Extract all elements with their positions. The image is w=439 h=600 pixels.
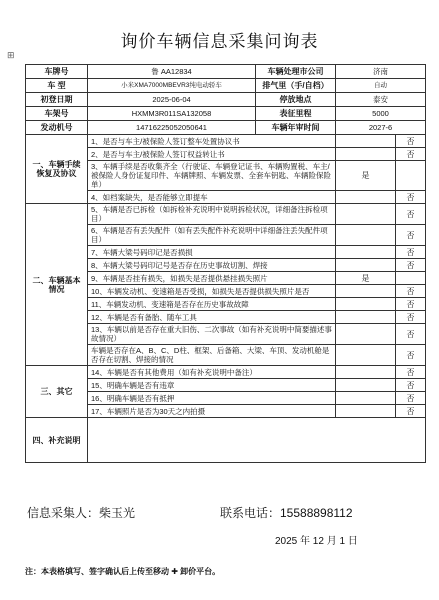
remark-field[interactable]	[88, 418, 426, 463]
transmission-label: 排气里（手/自档）	[256, 79, 336, 93]
answer-no[interactable]: 否	[396, 225, 426, 246]
answer-no[interactable]: 否	[396, 392, 426, 405]
reg-date-value: 2025-06-04	[88, 93, 256, 107]
parking-label: 停放地点	[256, 93, 336, 107]
section-label: 一、车辆手续恢复及协议	[26, 135, 88, 204]
vin-label: 车架号	[26, 107, 88, 121]
checklist-row	[26, 135, 426, 148]
answer-no[interactable]: 否	[396, 285, 426, 298]
answer-no[interactable]	[396, 272, 426, 285]
checklist-item-text: 5、车辆是否已拆检（如拆检补充说明中说明拆检状况，详细备注拆检项目）	[88, 204, 336, 225]
answer-no[interactable]: 否	[396, 204, 426, 225]
location-label: 车辆处理市公司	[256, 65, 336, 79]
vin-value: HXMM3R011SA132058	[88, 107, 256, 121]
answer-yes[interactable]	[336, 324, 396, 345]
answer-yes[interactable]	[336, 204, 396, 225]
answer-no[interactable]: 否	[396, 345, 426, 366]
answer-no[interactable]: 否	[396, 324, 426, 345]
answer-no[interactable]: 否	[396, 366, 426, 379]
checklist-item-text: 6、车辆是否有丢失配件（如有丢失配件补充说明中详细备注丢失配件项目）	[88, 225, 336, 246]
checklist-item-text: 3、车辆手续是否收集齐全（行驶证、车辆登记证书、车辆购置税、车主/被保险人身份证复印件、车辆牌照、车辆发票、全套车钥匙、车辆险保险单）	[88, 161, 336, 191]
answer-yes[interactable]	[336, 148, 396, 161]
remark-row	[26, 418, 426, 463]
model-value: 小米XMA7000MBEVR3纯电动轿车	[88, 79, 256, 93]
inspect-label: 车辆年审时间	[256, 121, 336, 135]
answer-yes[interactable]	[336, 191, 396, 204]
checklist-item-text: 1、是否与车主/被保险人签订整车处置协议书	[88, 135, 336, 148]
checklist-item-text: 14、车辆是否有其他费用（如有补充说明中备注）	[88, 366, 336, 379]
checklist-item-text: 8、车辆大梁号码印记号是否存在历史事故切割、焊接	[88, 259, 336, 272]
answer-yes[interactable]	[336, 366, 396, 379]
answer-yes[interactable]	[336, 405, 396, 418]
checklist-item-text: 17、车辆照片是否为30天之内拍摄	[88, 405, 336, 418]
answer-no[interactable]: 否	[396, 259, 426, 272]
contact-phone: 联系电话：15588898112	[220, 506, 353, 520]
answer-no[interactable]: 否	[396, 191, 426, 204]
checklist-item-text: 15、明确车辆是否有违章	[88, 379, 336, 392]
checklist-item-text: 车辆是否存在A、B、C、D柱、框架、后备箱、大梁、车顶、发动机舱是否存在切割、焊接的情况	[88, 345, 336, 366]
inspect-value: 2027-6	[336, 121, 426, 135]
table-anchor-icon[interactable]: ⊞	[7, 50, 15, 60]
answer-no[interactable]: 否	[396, 311, 426, 324]
checklist-item-text: 2、是否与车主/被保险人签订权益转让书	[88, 148, 336, 161]
parking-value: 泰安	[336, 93, 426, 107]
reg-date-label: 初登日期	[26, 93, 88, 107]
answer-yes[interactable]	[336, 135, 396, 148]
inquiry-table	[25, 64, 426, 463]
answer-no[interactable]	[396, 161, 426, 191]
answer-yes[interactable]	[336, 345, 396, 366]
plate-value: 鲁 AA12834	[88, 65, 256, 79]
transmission-value: 自动	[336, 79, 426, 93]
mileage-label: 表征里程	[256, 107, 336, 121]
mileage-value: 5000	[336, 107, 426, 121]
remark-label: 四、补充说明	[26, 418, 88, 463]
section-label: 三、其它	[26, 366, 88, 418]
engine-value: 14716225052050641	[88, 121, 256, 135]
answer-no[interactable]: 否	[396, 405, 426, 418]
checklist-row	[26, 204, 426, 225]
checklist-item-text: 11、车辆发动机、变速箱是否存在历史事故故障	[88, 298, 336, 311]
checklist-row	[26, 366, 426, 379]
checklist-item-text: 4、如档案缺失，是否能够立即提车	[88, 191, 336, 204]
engine-label: 发动机号	[26, 121, 88, 135]
answer-yes[interactable]	[336, 225, 396, 246]
checklist-item-text: 13、车辆以前是否存在重大旧伤、二次事故（如有补充说明中简要描述事故情况）	[88, 324, 336, 345]
answer-yes[interactable]	[336, 379, 396, 392]
collector: 信息采集人：柴玉光	[27, 506, 136, 520]
answer-yes[interactable]	[336, 285, 396, 298]
answer-yes[interactable]	[336, 259, 396, 272]
section-label: 二、车辆基本情况	[26, 204, 88, 366]
answer-yes[interactable]	[336, 298, 396, 311]
checklist-item-text: 10、车辆发动机、变速箱是否受损，如损失是否提供损失照片是否	[88, 285, 336, 298]
answer-no[interactable]: 否	[396, 135, 426, 148]
answer-yes[interactable]	[336, 246, 396, 259]
footnote: 注：本表格填写、签字确认后上传至移动 ✚ 卸价平台。	[25, 567, 221, 576]
answer-yes[interactable]: 是	[336, 161, 396, 191]
answer-yes[interactable]	[336, 311, 396, 324]
form-date: 2025 年 12 月 1 日	[275, 536, 358, 547]
model-label: 车 型	[26, 79, 88, 93]
answer-no[interactable]: 否	[396, 298, 426, 311]
plate-label: 车牌号	[26, 65, 88, 79]
answer-no[interactable]: 否	[396, 379, 426, 392]
checklist-item-text: 7、车辆大梁号码印记是否损损	[88, 246, 336, 259]
checklist-item-text: 12、车辆是否有备胎、随车工具	[88, 311, 336, 324]
answer-yes[interactable]	[336, 392, 396, 405]
location-value: 济南	[336, 65, 426, 79]
answer-no[interactable]: 否	[396, 246, 426, 259]
checklist-item-text: 9、车辆是否挂有损失，如损失是否提供悬挂损失照片	[88, 272, 336, 285]
form-title: 询价车辆信息采集问询表	[120, 32, 319, 51]
checklist-item-text: 16、明确车辆是否有抵押	[88, 392, 336, 405]
answer-no[interactable]: 否	[396, 148, 426, 161]
answer-yes[interactable]: 是	[336, 272, 396, 285]
